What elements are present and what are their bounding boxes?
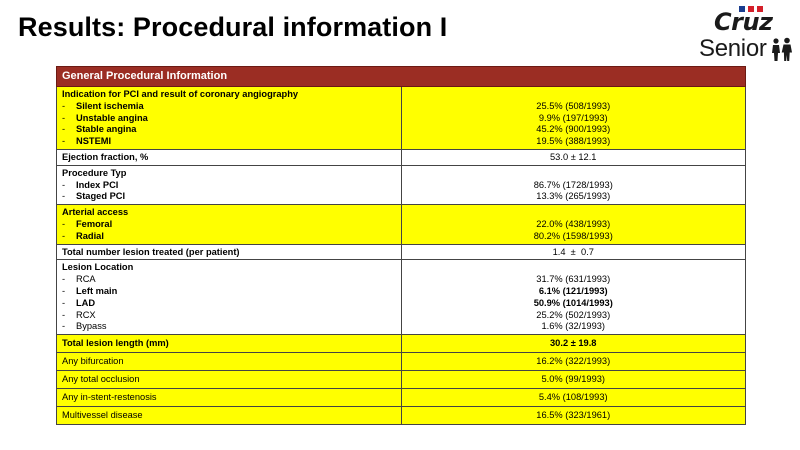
table-header: General Procedural Information <box>57 67 746 87</box>
section-value-cell <box>401 260 746 335</box>
item-value: 13.3% (265/1993) <box>536 191 611 202</box>
row-label: Any bifurcation <box>57 353 402 371</box>
section-title: Indication for PCI and result of coronary angiography <box>62 89 299 99</box>
list-item: - Index PCI <box>62 179 119 190</box>
list-item: - NSTEMI <box>62 136 112 147</box>
list-item: - Stable angina <box>62 124 137 135</box>
table-row <box>57 165 746 204</box>
item-label: Left main <box>76 285 118 296</box>
row-value: 5.4% (108/1993) <box>401 389 746 407</box>
item-value: 80.2% (1598/1993) <box>533 230 613 241</box>
table-row <box>57 389 746 407</box>
item-label: RCA <box>76 274 96 285</box>
list-item: - Bypass <box>62 321 107 332</box>
list-item: - LAD <box>62 297 96 308</box>
item-value: 19.5% (388/1993) <box>536 136 611 147</box>
logo-text-senior: Senior <box>699 35 767 62</box>
people-icon <box>770 37 794 61</box>
item-label: Stable angina <box>76 124 137 135</box>
procedural-info-table <box>56 66 746 425</box>
row-value: 16.5% (323/1961) <box>401 407 746 425</box>
item-value: 22.0% (438/1993) <box>536 218 611 229</box>
item-value: 45.2% (900/1993) <box>536 124 611 135</box>
slide-title: Results: Procedural information I <box>18 12 448 42</box>
item-value: 6.1% (121/1993) <box>538 285 608 296</box>
cruz-senior-logo <box>696 4 796 62</box>
item-label: Radial <box>76 230 104 241</box>
section-label-cell <box>57 165 402 204</box>
item-value: 1.6% (32/1993) <box>541 321 606 332</box>
list-item: - Unstable angina <box>62 112 148 123</box>
list-item: - Left main <box>62 285 118 296</box>
item-value: 9.9% (197/1993) <box>538 112 608 123</box>
item-value: 25.5% (508/1993) <box>536 100 611 111</box>
table-row <box>57 260 746 335</box>
row-label: Ejection fraction, % <box>57 149 402 165</box>
item-label: Index PCI <box>76 179 119 190</box>
item-value: 31.7% (631/1993) <box>536 274 611 285</box>
list-item: - Radial <box>62 230 104 241</box>
list-item: - RCA <box>62 274 96 285</box>
list-item: - RCX <box>62 309 96 320</box>
logo-text-cruz: Cruz <box>714 8 773 36</box>
table-row <box>57 371 746 389</box>
row-value: 53.0 ± 12.1 <box>401 149 746 165</box>
row-label: Any in-stent-restenosis <box>57 389 402 407</box>
item-label: LAD <box>76 297 96 308</box>
section-title: Arterial access <box>62 207 129 218</box>
table-row <box>57 335 746 353</box>
item-value: 25.2% (502/1993) <box>536 309 611 320</box>
section-label-cell <box>57 87 402 150</box>
section-title: Procedure Typ <box>62 167 127 178</box>
section-value-cell <box>401 165 746 204</box>
section-label-cell <box>57 260 402 335</box>
table-row <box>57 353 746 371</box>
item-label: Bypass <box>76 321 107 332</box>
row-label: Total lesion length (mm) <box>57 335 402 353</box>
list-item: - Silent ischemia <box>62 100 144 111</box>
item-label: Silent ischemia <box>76 100 144 111</box>
section-value-cell <box>401 87 746 150</box>
list-item: - Staged PCI <box>62 191 126 202</box>
table-row <box>57 205 746 244</box>
item-value: 50.9% (1014/1993) <box>533 297 613 308</box>
section-title: Lesion Location <box>62 262 134 273</box>
table-row <box>57 244 746 260</box>
row-value: 30.2 ± 19.8 <box>401 335 746 353</box>
item-label: Unstable angina <box>76 112 148 123</box>
row-value: 5.0% (99/1993) <box>401 371 746 389</box>
row-label: Any total occlusion <box>57 371 402 389</box>
item-label: Femoral <box>76 218 113 229</box>
section-label-cell <box>57 205 402 244</box>
row-value: 16.2% (322/1993) <box>401 353 746 371</box>
list-item: - Femoral <box>62 218 113 229</box>
item-label: NSTEMI <box>76 136 112 147</box>
row-value: 1.4 ± 0.7 <box>401 244 746 260</box>
row-label: Multivessel disease <box>57 407 402 425</box>
table-row <box>57 87 746 150</box>
table-row <box>57 149 746 165</box>
item-value: 86.7% (1728/1993) <box>533 179 613 190</box>
table-header-row <box>57 67 746 87</box>
section-value-cell <box>401 205 746 244</box>
item-label: RCX <box>76 309 96 320</box>
item-label: Staged PCI <box>76 191 126 202</box>
row-label: Total number lesion treated (per patient) <box>57 244 402 260</box>
table-row <box>57 407 746 425</box>
